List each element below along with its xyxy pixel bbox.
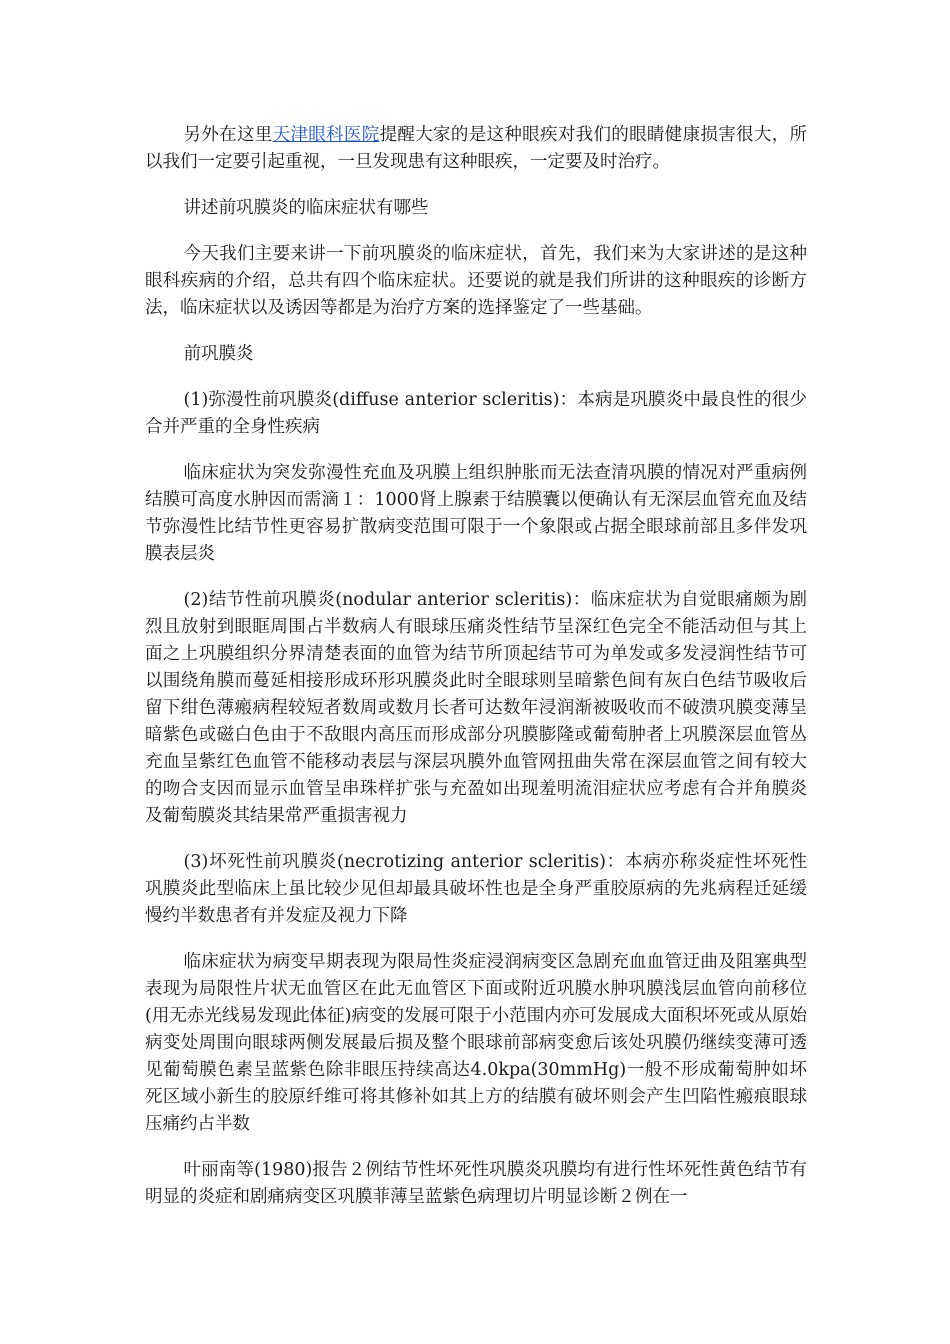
hospital-link[interactable]: 天津眼科医院: [272, 125, 380, 145]
section-title: 前巩膜炎: [183, 344, 254, 364]
nodular-scleritis-paragraph: (2)结节性前巩膜炎(nodular anterior scleritis)：临床症状为自觉眼痛颇为剧烈且放射到眼眶周围占半数病人有眼球压痛炎性结节呈深红色完全不能活动但与其上面之上巩膜组织分界清楚表面的血管为结节所顶起结节可为单发或多发浸润性结节可以围绕角膜而蔓延相接形成环形巩膜炎此时全眼球则呈暗紫色间有灰白色结节吸收后留下绀色薄瘢病程较短者数周或数月长者可达数年浸润渐被吸收而不破溃巩膜变薄呈暗紫色或磁白色由于不敌眼内高压而形成部分巩膜膨隆或葡萄肿者上巩膜深层血管丛充血呈紫红色血管不能移动表层与深层巩膜外血管网扭曲失常在深层血管之间有较大的吻合支因而显示血管呈串珠样扩张与充盈如出现羞明流泪症状应考虑有合并角膜炎及葡萄膜炎其结果常严重损害视力: [145, 590, 807, 826]
intro-text-after: 提醒大家的是这种眼疾对我们的眼睛健康损害很大，所以我们一定要引起重视，一旦发现患有这种眼疾，一定要及时治疗。: [145, 125, 808, 172]
diffuse-scleritis-title: (1)弥漫性前巩膜炎(diffuse anterior scleritis)：本病是巩膜炎中最良性的很少合并严重的全身性疾病: [145, 390, 807, 437]
document-page: [145, 122, 807, 1230]
case-report-paragraph: 叶丽南等(1980)报告２例结节性坏死性巩膜炎巩膜均有进行性坏死性黄色结节有明显的炎症和剧痛病变区巩膜菲薄呈蓝紫色病理切片明显诊断２例在一: [145, 1160, 807, 1207]
intro-paragraph: [145, 122, 807, 176]
necrotizing-scleritis-title: (3)坏死性前巩膜炎(necrotizing anterior scleritis)：本病亦称炎症性坏死性巩膜炎此型临床上虽比较少见但却最具破坏性也是全身严重胶原病的先兆病程迁延缓慢约半数患者有并发症及视力下降: [145, 852, 807, 926]
intro-text-before: 另外在这里: [183, 125, 273, 145]
diffuse-scleritis-body: 临床症状为突发弥漫性充血及巩膜上组织肿胀而无法查清巩膜的情况对严重病例结膜可高度水肿因而需滴１：1000肾上腺素于结膜囊以便确认有无深层血管充血及结节弥漫性比结节性更容易扩散病变范围可限于一个象限或占据全眼球前部且多伴发巩膜表层炎: [145, 463, 807, 564]
overview-paragraph: 今天我们主要来讲一下前巩膜炎的临床症状，首先，我们来为大家讲述的是这种眼科疾病的介绍，总共有四个临床症状。还要说的就是我们所讲的这种眼疾的诊断方法，临床症状以及诱因等都是为治疗方案的选择鉴定了一些基础。: [145, 244, 807, 318]
article-heading: 讲述前巩膜炎的临床症状有哪些: [183, 198, 429, 218]
necrotizing-scleritis-body: 临床症状为病变早期表现为限局性炎症浸润病变区急剧充血血管迂曲及阻塞典型表现为局限性片状无血管区在此无血管区下面或附近巩膜水肿巩膜浅层血管向前移位(用无赤光线易发现此体征)病变的发展可限于小范围内亦可发展成大面积坏死或从原始病变处周围向眼球两侧发展最后损及整个眼球前部病变愈后该处巩膜仍继续变薄可透见葡萄膜色素呈蓝紫色除非眼压持续高达4.0kpa(30mmHg)一般不形成葡萄肿如坏死区域小新生的胶原纤维可将其修补如其上方的结膜有破坏则会产生凹陷性瘢痕眼球压痛约占半数: [145, 952, 807, 1134]
